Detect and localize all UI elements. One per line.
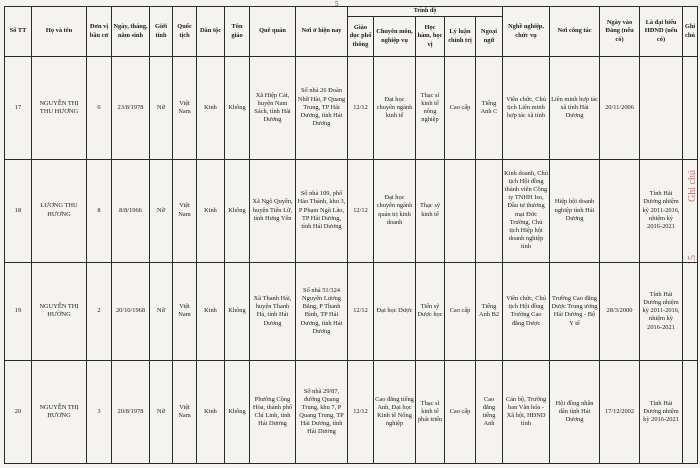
cell-ethnicity: Kinh [197, 361, 225, 464]
cell-unit: 6 [87, 57, 112, 160]
header-specialized: Chuyên môn, nghiệp vụ [374, 17, 416, 57]
header-nationality: Quốc tịch [173, 7, 197, 57]
header-residence: Nơi ở hiện nay [296, 7, 348, 57]
cell-unit: 2 [87, 262, 112, 361]
cell-party-date: 20/11/2006 [600, 57, 640, 160]
cell-religion: Không [225, 159, 250, 262]
cell-stt: 19 [5, 262, 32, 361]
cell-specialized: Đại học Dược [374, 262, 416, 361]
cell-name: LƯƠNG THU HƯƠNG [32, 159, 87, 262]
cell-residence: Số nhà 109, phố Hào Thành, khu 3, P Phạm Ngũ Lão, TP Hải Dương, tỉnh Hải Dương [296, 159, 348, 262]
cell-hometown: Xã Thanh Hải, huyện Thanh Hà, tỉnh Hải Dương [250, 262, 296, 361]
cell-stt: 18 [5, 159, 32, 262]
cell-political: Cao cấp [445, 262, 476, 361]
margin-mark: 15 [687, 255, 698, 265]
cell-name: NGUYỄN THỊ THU HƯƠNG [32, 57, 87, 160]
cell-language [476, 159, 503, 262]
cell-ethnicity: Kinh [197, 159, 225, 262]
cell-hdnd: Tỉnh Hải Dương nhiệm kỳ 2016-2021 [640, 361, 683, 464]
header-hdnd: Là đại biểu HĐND (nếu có) [640, 7, 683, 57]
cell-stt: 20 [5, 361, 32, 464]
cell-note [683, 361, 698, 464]
table-row [5, 361, 698, 464]
page-number: 5 [335, 0, 339, 8]
cell-hometown: Xã Hiệp Cát, huyện Nam Sách, tỉnh Hải Dương [250, 57, 296, 160]
cell-academic: Thạc sĩ kinh tế phát triển [416, 361, 445, 464]
header-workplace: Nơi công tác [550, 7, 600, 57]
cell-note [683, 159, 698, 262]
header-unit: Đơn vị bầu cử [87, 7, 112, 57]
cell-political: Cao cấp [445, 361, 476, 464]
cell-general-edu: 12/12 [348, 262, 374, 361]
header-ethnicity: Dân tộc [197, 7, 225, 57]
cell-dob: 20/10/1968 [112, 262, 150, 361]
header-stt: Số TT [5, 7, 32, 57]
cell-language: Cao đẳng tiếng Anh [476, 361, 503, 464]
cell-religion: Không [225, 262, 250, 361]
cell-party-date: 17/12/2002 [600, 361, 640, 464]
header-hometown: Quê quán [250, 7, 296, 57]
table-row [5, 262, 698, 361]
header-gender: Giới tính [150, 7, 173, 57]
cell-gender: Nữ [150, 262, 173, 361]
cell-workplace: Hội đồng nhân dân tỉnh Hải Dương [550, 361, 600, 464]
cell-hometown: Phường Cộng Hòa, thành phố Chí Linh, tỉnh Hải Dương [250, 361, 296, 464]
header-language: Ngoại ngữ [476, 17, 503, 57]
cell-workplace: Hiệp hội doanh nghiệp tỉnh Hải Dương [550, 159, 600, 262]
cell-hometown: Xã Ngô Quyền, huyện Tiên Lữ, tỉnh Hưng Yên [250, 159, 296, 262]
cell-nationality: Việt Nam [173, 262, 197, 361]
cell-gender: Nữ [150, 57, 173, 160]
cell-language: Tiếng Anh B2 [476, 262, 503, 361]
header-party-date: Ngày vào Đảng (nếu có) [600, 7, 640, 57]
cell-religion: Không [225, 57, 250, 160]
header-occupation: Nghề nghiệp, chức vụ [503, 7, 550, 57]
cell-workplace: Liên minh hợp tác xã tỉnh Hải Dương [550, 57, 600, 160]
cell-stt: 17 [5, 57, 32, 160]
cell-occupation: Cán bộ, Trưởng ban Văn hóa - Xã hội, HĐND tỉnh [503, 361, 550, 464]
header-political: Lý luận chính trị [445, 17, 476, 57]
cell-unit: 8 [87, 159, 112, 262]
cell-hdnd: Tỉnh Hải Dương nhiệm kỳ 2011-2016, nhiệm kỳ 2016-2021 [640, 262, 683, 361]
cell-workplace: Trường Cao đẳng Dược Trung ương Hải Dương - Bộ Y tế [550, 262, 600, 361]
cell-academic: Thạc sỹ kinh tế [416, 159, 445, 262]
cell-nationality: Việt Nam [173, 57, 197, 160]
cell-name: NGUYỄN THỊ HƯỜNG [32, 262, 87, 361]
header-education-group: Trình độ [348, 7, 503, 17]
cell-unit: 3 [87, 361, 112, 464]
cell-dob: 20/8/1978 [112, 361, 150, 464]
cell-occupation: Viên chức, Chủ tịch Hội đồng Trường Cao đẳng Dược [503, 262, 550, 361]
cell-hdnd [640, 57, 683, 160]
cell-residence: Số nhà 51/324 Nguyễn Lương Bằng, P Thanh Bình, TP Hải Dương, tỉnh Hải Dương [296, 262, 348, 361]
cell-ethnicity: Kinh [197, 262, 225, 361]
margin-mark: Ghi chú [687, 170, 698, 202]
cell-dob: 23/8/1978 [112, 57, 150, 160]
cell-general-edu: 12/12 [348, 57, 374, 160]
candidate-table [4, 6, 698, 464]
cell-party-date [600, 159, 640, 262]
cell-nationality: Việt Nam [173, 361, 197, 464]
cell-academic: Tiến sỹ Dược học [416, 262, 445, 361]
cell-gender: Nữ [150, 159, 173, 262]
header-note: Ghi chú [683, 7, 698, 57]
cell-note [683, 262, 698, 361]
header-general-edu: Giáo dục phổ thông [348, 17, 374, 57]
cell-political: Cao cấp [445, 57, 476, 160]
cell-academic: Thạc sĩ kinh tế nông nghiệp [416, 57, 445, 160]
cell-general-edu: 12/12 [348, 159, 374, 262]
cell-residence: Số nhà 29/87, đường Quang Trung, khu 7, P Quang Trung, TP Hải Dương, tỉnh Hải Dương [296, 361, 348, 464]
cell-nationality: Việt Nam [173, 159, 197, 262]
header-religion: Tôn giáo [225, 7, 250, 57]
cell-name: NGUYỄN THỊ HƯƠNG [32, 361, 87, 464]
cell-general-edu: 12/12 [348, 361, 374, 464]
header-name: Họ và tên [32, 7, 87, 57]
cell-residence: Số nhà 26 Đoàn Nhữ Hài, P Quang Trung, TP Hải Dương, tỉnh Hải Dương [296, 57, 348, 160]
table-row [5, 159, 698, 262]
cell-dob: 8/8/1966 [112, 159, 150, 262]
cell-religion: Không [225, 361, 250, 464]
cell-note [683, 57, 698, 160]
header-academic: Học hàm, học vị [416, 17, 445, 57]
cell-party-date: 28/3/2000 [600, 262, 640, 361]
cell-ethnicity: Kinh [197, 57, 225, 160]
cell-language: Tiếng Anh C [476, 57, 503, 160]
cell-gender: Nữ [150, 361, 173, 464]
cell-occupation: Viên chức, Chủ tịch Liên minh hợp tác xã tỉnh [503, 57, 550, 160]
cell-political [445, 159, 476, 262]
table-row [5, 57, 698, 160]
cell-specialized: Cao đẳng tiếng Anh, Đại học Kinh tế Nông nghiệp [374, 361, 416, 464]
cell-hdnd: Tỉnh Hải Dương nhiệm kỳ 2011-2016, nhiệm kỳ 2016-2021 [640, 159, 683, 262]
cell-specialized: Đại học chuyên ngành kinh tế [374, 57, 416, 160]
header-dob: Ngày, tháng, năm sinh [112, 7, 150, 57]
cell-specialized: Đại học chuyên ngành quản trị kinh doanh [374, 159, 416, 262]
cell-occupation: Kinh doanh, Chủ tịch Hội đồng thành viên Công ty TNHH Iso, Đầu tư thương mại Đức Trường, Chủ tịch Hiệp hội doanh nghiệp tỉnh [503, 159, 550, 262]
